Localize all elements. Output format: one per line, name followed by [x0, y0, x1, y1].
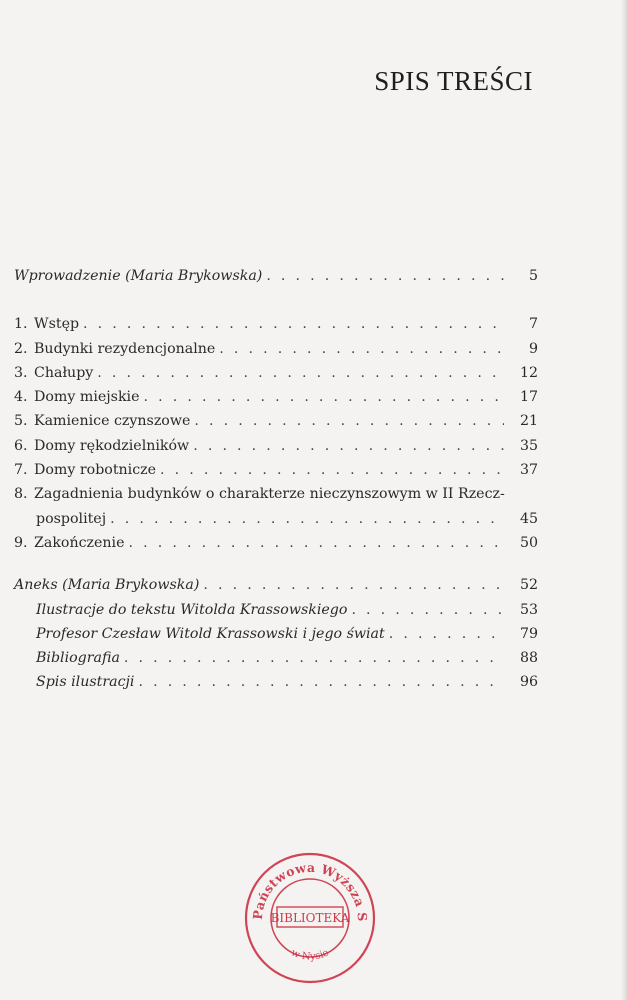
toc-entry-chapter-1[interactable]: [14, 316, 538, 340]
toc-entry-chapter-7[interactable]: [14, 462, 538, 486]
toc-entry-chapter-8-line-1[interactable]: [14, 486, 538, 510]
chapter-number: 6.: [14, 437, 28, 454]
dot-leader: [266, 268, 504, 284]
toc-entry-chapter-4[interactable]: [14, 389, 538, 413]
stamp-ring-text: Państwowa Wyższa S: [249, 859, 371, 923]
toc-entry-label: pospolitej: [36, 510, 107, 527]
toc-entry-page: 37: [519, 462, 538, 479]
dot-leader: [97, 365, 504, 381]
toc-entry-page: 21: [519, 413, 538, 430]
stamp-graphic: [240, 848, 380, 988]
dot-leader: [219, 341, 504, 357]
toc-entry-page: 53: [519, 601, 538, 618]
toc-entry-annex[interactable]: [14, 577, 538, 601]
dot-leader: [128, 535, 504, 551]
toc-entry-page: 5: [528, 268, 538, 284]
toc-entry-page: 12: [519, 364, 538, 381]
dot-leader: [389, 626, 504, 642]
chapter-number: 5.: [14, 413, 28, 430]
chapter-number: 9.: [14, 534, 28, 551]
dot-leader: [193, 438, 504, 454]
toc-entry-page: 9: [528, 340, 538, 357]
svg-text:w Nysie: [289, 947, 330, 962]
chapter-number: 1.: [14, 316, 28, 333]
toc-entry-label: Aneks (Maria Brykowska): [14, 577, 200, 594]
dot-leader: [160, 462, 504, 478]
toc-entry-page: 7: [528, 316, 538, 333]
toc-entry-label: Zakończenie: [34, 534, 125, 551]
toc-entry-label: Ilustracje do tekstu Witolda Krassowskiego: [36, 601, 348, 618]
chapter-number: 4.: [14, 389, 28, 406]
dot-leader: [351, 602, 504, 618]
library-stamp: [240, 848, 380, 988]
toc-entry-chapter-9[interactable]: [14, 535, 538, 559]
dot-leader: [138, 674, 504, 690]
toc-entry-annex-item[interactable]: [14, 626, 538, 650]
spacer: [14, 559, 538, 577]
toc-entry-chapter-2[interactable]: [14, 341, 538, 365]
toc-entry-label: Wprowadzenie (Maria Brykowska): [14, 268, 263, 284]
toc-entry-page: 50: [519, 534, 538, 551]
toc-entry-chapter-8-line-2[interactable]: [14, 511, 538, 535]
toc-entry-label: Domy miejskie: [34, 389, 140, 406]
dot-leader: [83, 316, 504, 332]
toc-entry-label: Domy robotnicze: [34, 462, 157, 479]
table-of-contents: [14, 268, 538, 699]
page-title: SPIS TREŚCI: [374, 66, 533, 96]
spacer: [14, 292, 538, 316]
toc-entry-label: Budynki rezydencjonalne: [34, 340, 216, 357]
dot-leader: [203, 577, 504, 593]
toc-entry-label: Chałupy: [34, 364, 94, 381]
chapter-number: 8.: [14, 486, 28, 503]
stamp-center-text: BIBLIOTEKA: [270, 911, 350, 925]
toc-entry-page: 88: [519, 650, 538, 667]
toc-entry-annex-item[interactable]: [14, 674, 538, 698]
chapter-number: 2.: [14, 340, 28, 357]
dot-leader: [194, 413, 504, 429]
chapter-number: 3.: [14, 364, 28, 381]
toc-entry-page: 96: [519, 674, 538, 691]
chapter-number: 7.: [14, 462, 28, 479]
toc-entry-label: Spis ilustracji: [36, 674, 135, 691]
toc-entry-chapter-6[interactable]: [14, 438, 538, 462]
stamp-bottom-text: w Nysie: [289, 947, 331, 963]
dot-leader: [110, 511, 504, 527]
toc-entry-label: Wstęp: [34, 316, 80, 333]
toc-entry-intro[interactable]: [14, 268, 538, 292]
toc-entry-chapter-5[interactable]: [14, 413, 538, 437]
toc-entry-annex-item[interactable]: [14, 602, 538, 626]
toc-entry-page: 45: [519, 510, 538, 527]
toc-entry-page: 35: [519, 437, 538, 454]
toc-entry-page: 17: [519, 389, 538, 406]
toc-entry-chapter-3[interactable]: [14, 365, 538, 389]
toc-entry-label: Profesor Czesław Witold Krassowski i jego świat: [36, 625, 385, 642]
toc-entry-label: Bibliografia: [36, 650, 120, 667]
toc-entry-label: Zagadnienia budynków o charakterze nieczynszowym w II Rzecz-: [34, 486, 505, 503]
page-edge-shadow: [621, 0, 627, 1000]
toc-entry-page: 52: [519, 577, 538, 594]
toc-entry-label: Kamienice czynszowe: [34, 413, 191, 430]
dot-leader: [124, 650, 504, 666]
dot-leader: [144, 389, 505, 405]
toc-entry-page: 79: [519, 625, 538, 642]
toc-entry-label: Domy rękodzielników: [34, 437, 190, 454]
toc-entry-annex-item[interactable]: [14, 650, 538, 674]
